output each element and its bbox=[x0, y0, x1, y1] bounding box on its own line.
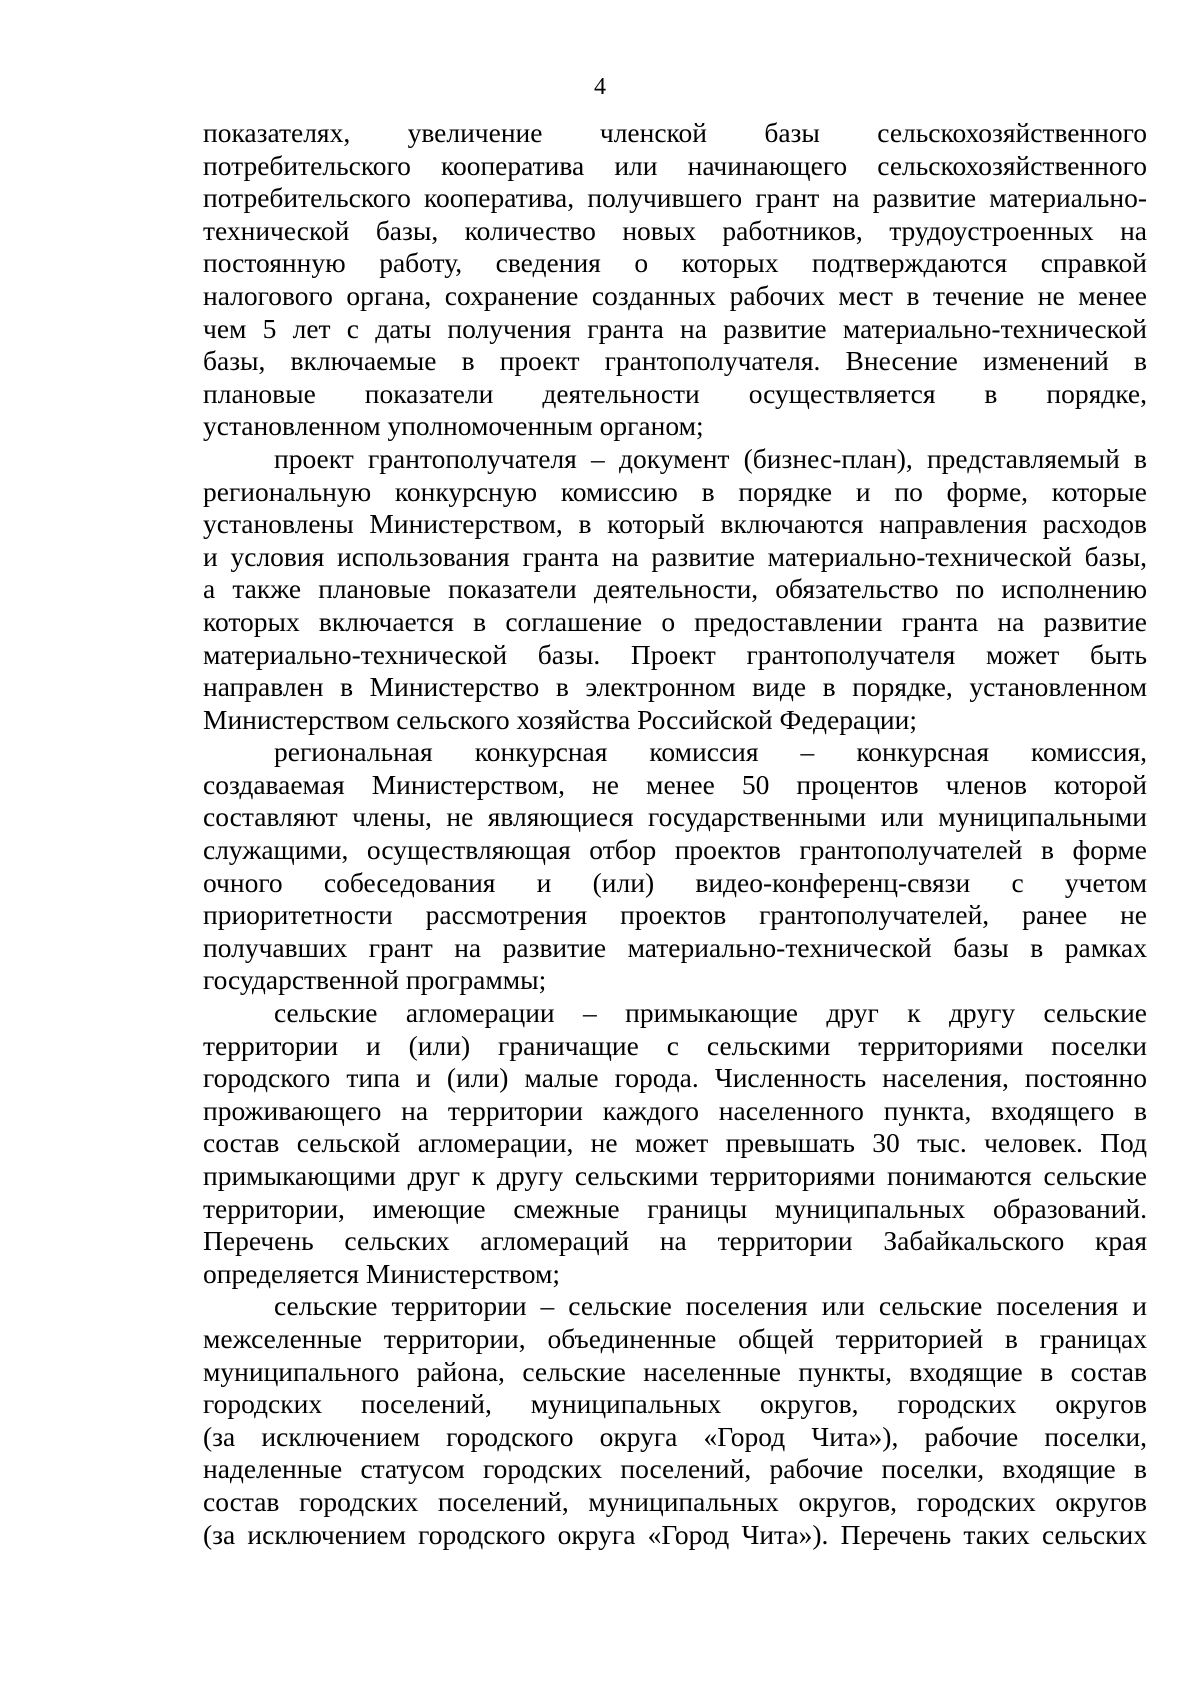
text-line: состав сельской агломерации, не может превышать 30 тыс. человек. Под bbox=[203, 1127, 1147, 1159]
text-line: очного собеседования и (или) видео-конференц-связи с учетом bbox=[203, 866, 1147, 898]
text-line: Перечень сельских агломераций на территории Забайкальского края bbox=[203, 1225, 1147, 1257]
text-line: приоритетности рассмотрения проектов грантополучателей, ранее не bbox=[203, 899, 1147, 931]
paragraph-first-line: проект грантополучателя – документ (бизнес-план), представляемый в bbox=[274, 442, 1147, 474]
text-line: а также плановые показатели деятельности, обязательство по исполнению bbox=[203, 573, 1147, 605]
text-line: базы, включаемые в проект грантополучателя. Внесение изменений в bbox=[203, 345, 1147, 377]
text-line: (за исключением городского округа «Город Чита»). Перечень таких сельских bbox=[203, 1518, 1147, 1550]
text-line: региональную конкурсную комиссию в порядке и по форме, которые bbox=[203, 475, 1147, 507]
text-line: составляют члены, не являющиеся государственными или муниципальными bbox=[203, 801, 1147, 833]
paragraph-first-line: сельские территории – сельские поселения или сельские поселения и bbox=[274, 1290, 1147, 1322]
text-line: установленном уполномоченным органом; bbox=[203, 410, 704, 442]
text-line: которых включается в соглашение о предоставлении гранта на развитие bbox=[203, 605, 1147, 637]
text-line: чем 5 лет с даты получения гранта на развитие материально-технической bbox=[203, 312, 1147, 344]
text-line: наделенные статусом городских поселений, рабочие поселки, входящие в bbox=[203, 1453, 1147, 1485]
text-line: постоянную работу, сведения о которых подтверждаются справкой bbox=[203, 247, 1147, 279]
text-line: проживающего на территории каждого населенного пункта, входящего в bbox=[203, 1094, 1147, 1126]
text-line: налогового органа, сохранение созданных рабочих мест в течение не менее bbox=[203, 279, 1147, 311]
paragraph-first-line: региональная конкурсная комиссия – конкурсная комиссия, bbox=[274, 736, 1147, 768]
text-line: территории, имеющие смежные границы муниципальных образований. bbox=[203, 1192, 1147, 1224]
text-line: (за исключением городского округа «Город Чита»), рабочие поселки, bbox=[203, 1420, 1147, 1452]
text-line: установлены Министерством, в который включаются направления расходов bbox=[203, 508, 1147, 540]
text-line: материально-технической базы. Проект грантополучателя может быть bbox=[203, 638, 1147, 670]
text-line: потребительского кооператива, получившего грант на развитие материально- bbox=[203, 182, 1147, 214]
text-line: создаваемая Министерством, не менее 50 процентов членов которой bbox=[203, 768, 1147, 800]
text-line: служащими, осуществляющая отбор проектов грантополучателей в форме bbox=[203, 834, 1147, 866]
text-line: государственной программы; bbox=[203, 964, 547, 996]
text-line: территории и (или) граничащие с сельскими территориями поселки bbox=[203, 1029, 1147, 1061]
text-line: получавших грант на развитие материально-технической базы в рамках bbox=[203, 931, 1147, 963]
paragraph-first-line: сельские агломерации – примыкающие друг к другу сельские bbox=[274, 997, 1147, 1029]
page-number: 4 bbox=[594, 74, 606, 100]
text-line: межселенные территории, объединенные общей территорией в границах bbox=[203, 1322, 1147, 1354]
text-line: плановые показатели деятельности осуществляется в порядке, bbox=[203, 377, 1147, 409]
text-line: состав городских поселений, муниципальных округов, городских округов bbox=[203, 1485, 1147, 1517]
body-text bbox=[203, 117, 1147, 1551]
text-line: городского типа и (или) малые города. Численность населения, постоянно bbox=[203, 1062, 1147, 1094]
text-line: направлен в Министерство в электронном виде в порядке, установленном bbox=[203, 671, 1147, 703]
text-line: определяется Министерством; bbox=[203, 1257, 560, 1289]
text-line: показателях, увеличение членской базы сельскохозяйственного bbox=[203, 117, 1147, 148]
text-line: Министерством сельского хозяйства Российской Федерации; bbox=[203, 703, 917, 735]
text-line: примыкающими друг к другу сельскими территориями понимаются сельские bbox=[203, 1160, 1147, 1191]
text-line: технической базы, количество новых работников, трудоустроенных на bbox=[203, 214, 1147, 246]
text-line: городских поселений, муниципальных округов, городских округов bbox=[203, 1388, 1147, 1420]
text-line: муниципального района, сельские населенные пункты, входящие в состав bbox=[203, 1355, 1147, 1387]
text-line: и условия использования гранта на развитие материально-технической базы, bbox=[203, 540, 1147, 572]
text-line: потребительского кооператива или начинающего сельскохозяйственного bbox=[203, 149, 1147, 181]
